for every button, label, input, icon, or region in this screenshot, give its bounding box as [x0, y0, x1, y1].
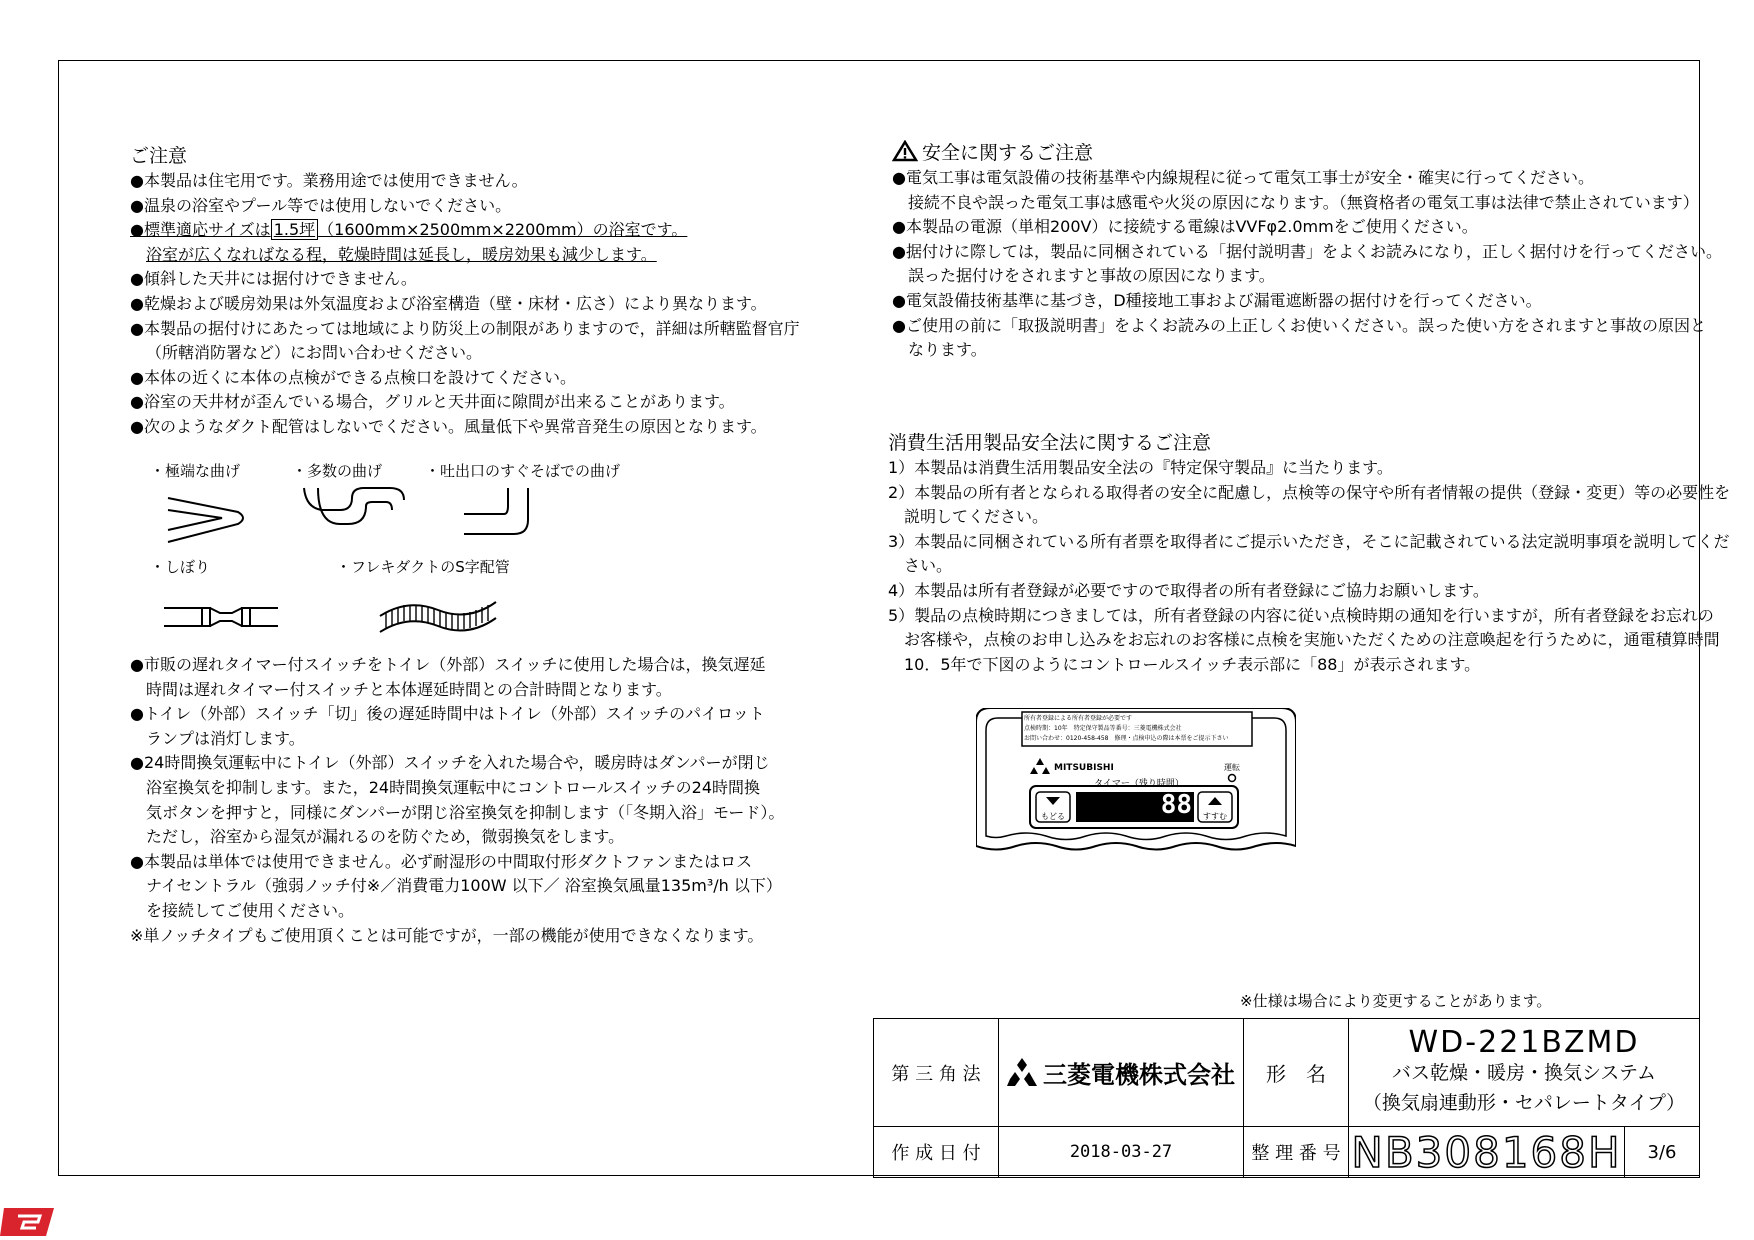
panel-timer-label: タイマー（残り時間） — [1094, 779, 1184, 789]
caution-line: 時間は遅れタイマー付スイッチと本体遅延時間との合計時間となります。 — [146, 679, 672, 699]
model-cell — [1349, 1019, 1700, 1127]
caution-line: ●次のようなダクト配管はしないでください。風量低下や異常音発生の原因となります。 — [130, 416, 767, 436]
consumer-line: 説明してください。 — [904, 507, 1049, 527]
caution-line: ●温泉の浴室やプール等では使用しないでください。 — [130, 195, 512, 215]
safety-heading: 安全に関するご注意 — [892, 140, 1722, 166]
consumer-line: 5）製品の点検時期につきましては，所有者登録の内容に従い点検時期の通知を行いますが，所有者登録をお忘れの — [888, 605, 1714, 625]
panel-display: 88 — [1160, 790, 1192, 820]
standard-size-line-2: 浴室が広くなればなる程，乾燥時間は延長し，暖房効果も減少します。 — [146, 244, 657, 264]
caution-heading: ご注意 — [130, 145, 188, 167]
safety-line: ●据付けに際しては，製品に同梱されている「据付説明書」をよくお読みになり，正しく据付けを行ってください。 — [892, 241, 1722, 261]
caution-line: （所轄消防署など）にお問い合わせください。 — [146, 343, 483, 363]
safety-line: 接続不良や誤った電気工事は感電や火災の原因になります。（無資格者の電気工事は法律で禁止されています） — [908, 192, 1699, 212]
caution-line: ただし，浴室から湿気が漏れるのを防ぐため，微弱換気をします。 — [146, 827, 625, 847]
date-cell: 2018-03-27 — [999, 1127, 1244, 1178]
company-cell: 三菱電機株式会社 — [999, 1019, 1244, 1127]
caution-line: ●本製品は単体では使用できません。必ず耐湿形の中間取付形ダクトファンまたはロス — [130, 851, 753, 871]
drawing-number-cell: NB308168H — [1349, 1127, 1625, 1178]
model-description-2: （換気扇連動形・セパレートタイプ） — [1362, 1091, 1686, 1114]
duct-label-multi: ・多数の曲げ — [292, 462, 383, 480]
control-switch-illustration — [976, 708, 1296, 858]
squeeze-diagram — [162, 600, 282, 634]
caution-section-2 — [130, 653, 784, 948]
safety-line: ●本製品の電源（単相200V）に接続する電線はVVFφ2.0mmをご使用ください。 — [892, 217, 1478, 237]
consumer-line: 2）本製品の所有者となられる取得者の安全に配慮し，点検等の保守や所有者情報の提供（登録・変更）等の必要性を — [888, 482, 1731, 502]
multiple-bends-diagram — [300, 480, 410, 540]
model-number: WD-221BZMD — [1408, 1024, 1640, 1060]
consumer-line: 4）本製品は所有者登録が必要ですので取得者の所有者登録にご協力お願いします。 — [888, 580, 1489, 600]
caution-line: ●乾燥および暖房効果は外気温度および浴室構造（壁・床材・広さ）により異なります。 — [130, 293, 767, 313]
sharp-bend-diagram — [160, 490, 260, 550]
title-block — [873, 1018, 1700, 1178]
caution-section — [130, 143, 800, 440]
caution-line: ●市販の遅れタイマー付スイッチをトイレ（外部）スイッチに使用した場合は，換気遅延 — [130, 655, 766, 674]
number-label-cell: 整 理 番 号 — [1244, 1127, 1349, 1178]
consumer-line: 3）本製品に同梱されている所有者票を取得者にご提示いただき，そこに記載されている法定説明事項を説明してくだ — [888, 531, 1730, 551]
safety-line: なります。 — [908, 340, 987, 360]
consumer-line: さい。 — [904, 556, 953, 576]
duct-label-squeeze: ・しぼり — [150, 558, 211, 576]
page-number-cell: 3/6 — [1625, 1127, 1700, 1178]
standard-size-line: ●標準適応サイズは 1.5坪 （1600mm×2500mm×2200mm）の浴室です。 — [130, 220, 688, 240]
caution-line: ●本製品は住宅用です。業務用途では使用できません。 — [130, 171, 528, 190]
date-label-cell: 作 成 日 付 — [874, 1127, 999, 1178]
caution-line: ランプは消灯します。 — [146, 728, 305, 748]
consumer-heading: 消費生活用製品安全法に関するご注意 — [888, 432, 1212, 454]
consumer-line: 10．5年で下図のようにコントロールスイッチ表示部に「88」が表示されます。 — [904, 654, 1481, 674]
consumer-line: お客様や，点検のお申し込みをお忘れのお客様に点検を実施いただくための注意喚起を行うために，通電積算時間 — [904, 630, 1720, 650]
duct-label-outlet: ・吐出口のすぐそばでの曲げ — [425, 462, 621, 480]
safety-line: ●ご使用の前に「取扱説明書」をよくお読みの上正しくお使いください。誤った使い方をされますと事故の原因と — [892, 315, 1706, 335]
projection-cell: 第 三 角 法 — [874, 1019, 999, 1127]
spec-change-note: ※仕様は場合により変更することがあります。 — [1240, 992, 1552, 1010]
caution-line: 気ボタンを押すと，同様にダンパーが閉じ浴室換気を抑制します（「冬期入浴」モード）。 — [146, 802, 785, 822]
caution-line: ●本製品の据付けにあたっては地域により防災上の制限がありますので，詳細は所轄監督官庁 — [130, 318, 800, 338]
outlet-bend-diagram — [462, 482, 542, 542]
consumer-line: 1）本製品は消費生活用製品安全法の『特定保守製品』に当たります。 — [888, 458, 1393, 477]
safety-line: ●電気工事は電気設備の技術基準や内線規程に従って電気工事士が安全・確実に行ってください。 — [892, 168, 1594, 187]
caution-line: ナイセントラル（強弱ノッチ付※／消費電力100W 以下／ 浴室換気風量135m³/h 以下） — [146, 876, 782, 896]
panel-sticker: 所有者登録による所有者登録が必要です 点検時期：10年 特定保守製品等番号：三菱電機株式会社 お問い合わせ：0120-458-458 修理・点検申込の際は本票をご提示下さい — [1024, 715, 1229, 742]
model-label-cell: 形 名 — [1244, 1019, 1349, 1127]
caution-line: ●トイレ（外部）スイッチ「切」後の遅延時間中はトイレ（外部）スイッチのパイロット — [130, 704, 765, 724]
caution-line: ●傾斜した天井には据付けできません。 — [130, 269, 417, 289]
consumer-safety-section — [888, 430, 1730, 677]
panel-brand: MITSUBISHI — [1054, 763, 1114, 773]
safety-line: 誤った据付けをされますと事故の原因になります。 — [908, 266, 1275, 286]
caution-line: 浴室換気を抑制します。また，24時間換気運転中にコントロールスイッチの24時間換 — [146, 777, 760, 797]
caution-line: ※単ノッチタイプもご使用頂くことは可能ですが，一部の機能が使用できなくなります。 — [130, 925, 764, 945]
flex-s-duct-diagram — [378, 596, 498, 636]
warning-icon — [892, 140, 918, 162]
safety-line: ●電気設備技術基準に基づき，D種接地工事および漏電遮断器の据付けを行ってください。 — [892, 290, 1542, 310]
model-description: バス乾燥・暖房・換気システム — [1391, 1061, 1657, 1084]
duct-label-sharp: ・極端な曲げ — [150, 462, 241, 480]
panel-back-button: もどる — [1041, 812, 1065, 821]
panel-status-label: 運転 — [1224, 763, 1240, 772]
caution-line: を接続してご使用ください。 — [146, 900, 355, 920]
panel-forward-button: すすむ — [1202, 812, 1228, 821]
caution-line: ●本体の近くに本体の点検ができる点検口を設けてください。 — [130, 367, 576, 387]
safety-section — [892, 140, 1722, 363]
size-box: 1.5坪 — [271, 219, 318, 240]
duct-label-flex: ・フレキダクトのS字配管 — [336, 558, 510, 576]
mitsubishi-logo-icon — [1007, 1058, 1037, 1086]
caution-line: ●浴室の天井材が歪んでいる場合，グリルと天井面に隙間が出来ることがあります。 — [130, 392, 735, 412]
caution-line: ●24時間換気運転中にトイレ（外部）スイッチを入れた場合や，暖房時はダンパーが閉じ — [130, 753, 770, 773]
corner-logo-icon — [0, 1206, 58, 1240]
